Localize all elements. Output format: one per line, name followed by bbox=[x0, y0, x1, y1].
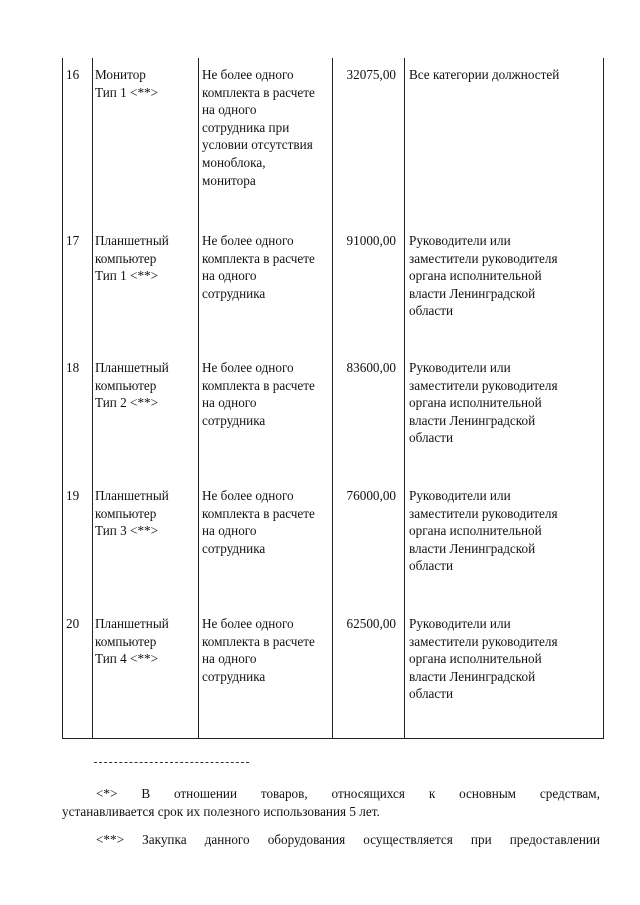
item-price: 91000,00 bbox=[346, 233, 396, 248]
item-name: Планшетный компьютер Тип 1 <**> bbox=[95, 233, 169, 284]
footnote-1-line-1 bbox=[62, 785, 600, 803]
item-price: 62500,00 bbox=[346, 616, 396, 631]
position-category: Руководители или заместители руководителя органа исполнительной власти Ленинградской области bbox=[409, 360, 558, 446]
item-name: Планшетный компьютер Тип 2 <**> bbox=[95, 360, 169, 411]
footnote-1 bbox=[62, 785, 600, 821]
footnote-1-word: средствам, bbox=[539, 786, 600, 801]
footnote-1-word: В bbox=[141, 786, 151, 801]
footnote-1-word: к bbox=[428, 786, 436, 801]
item-price: 76000,00 bbox=[346, 488, 396, 503]
item-norm: Не более одного комплекта в расчете на одного сотрудника bbox=[202, 616, 315, 684]
footnote-2-word: <**> bbox=[96, 832, 125, 847]
position-category: Руководители или заместители руководителя органа исполнительной власти Ленинградской области bbox=[409, 233, 558, 319]
item-norm: Не более одного комплекта в расчете на одного сотрудника bbox=[202, 488, 315, 556]
footnote-2-word: при bbox=[470, 832, 492, 847]
footnote-2-word: Закупка bbox=[142, 832, 187, 847]
footnote-1-word: отношении bbox=[173, 786, 237, 801]
item-name: Планшетный компьютер Тип 3 <**> bbox=[95, 488, 169, 539]
footnote-1-word: товаров, bbox=[260, 786, 308, 801]
item-name: Монитор Тип 1 <**> bbox=[95, 67, 159, 100]
footnote-1-word: <*> bbox=[96, 786, 118, 801]
row-number: 20 bbox=[66, 616, 80, 631]
footnote-1-word: относящихся bbox=[331, 786, 405, 801]
item-norm: Не более одного комплекта в расчете на одного сотрудника bbox=[202, 360, 315, 428]
footnote-2-word: осуществляется bbox=[363, 832, 453, 847]
row-number: 19 bbox=[66, 488, 80, 503]
item-norm: Не более одного комплекта в расчете на одного сотрудника при условии отсутствия моноблока, монитора bbox=[202, 67, 315, 188]
footnote-separator bbox=[94, 762, 249, 763]
row-number: 16 bbox=[66, 67, 80, 82]
col-divider-2 bbox=[198, 58, 199, 738]
item-price: 83600,00 bbox=[346, 360, 396, 375]
col-divider-4 bbox=[404, 58, 405, 738]
footnote-2-word: оборудования bbox=[267, 832, 346, 847]
row-number: 18 bbox=[66, 360, 80, 375]
footnote-2-line-1 bbox=[62, 831, 600, 849]
item-name: Планшетный компьютер Тип 4 <**> bbox=[95, 616, 169, 667]
position-category: Все категории должностей bbox=[409, 67, 560, 82]
footnote-1-line-2: устанавливается срок их полезного использования 5 лет. bbox=[62, 804, 380, 819]
footnote-2 bbox=[62, 831, 600, 849]
footnote-1-word: основным bbox=[459, 786, 517, 801]
footnote-2-word: данного bbox=[204, 832, 250, 847]
position-category: Руководители или заместители руководителя органа исполнительной власти Ленинградской области bbox=[409, 488, 558, 574]
footnote-2-word: предоставлении bbox=[509, 832, 600, 847]
col-divider-1 bbox=[92, 58, 93, 738]
item-price: 32075,00 bbox=[346, 67, 396, 82]
item-norm: Не более одного комплекта в расчете на одного сотрудника bbox=[202, 233, 315, 301]
position-category: Руководители или заместители руководителя органа исполнительной власти Ленинградской области bbox=[409, 616, 558, 702]
row-number: 17 bbox=[66, 233, 80, 248]
